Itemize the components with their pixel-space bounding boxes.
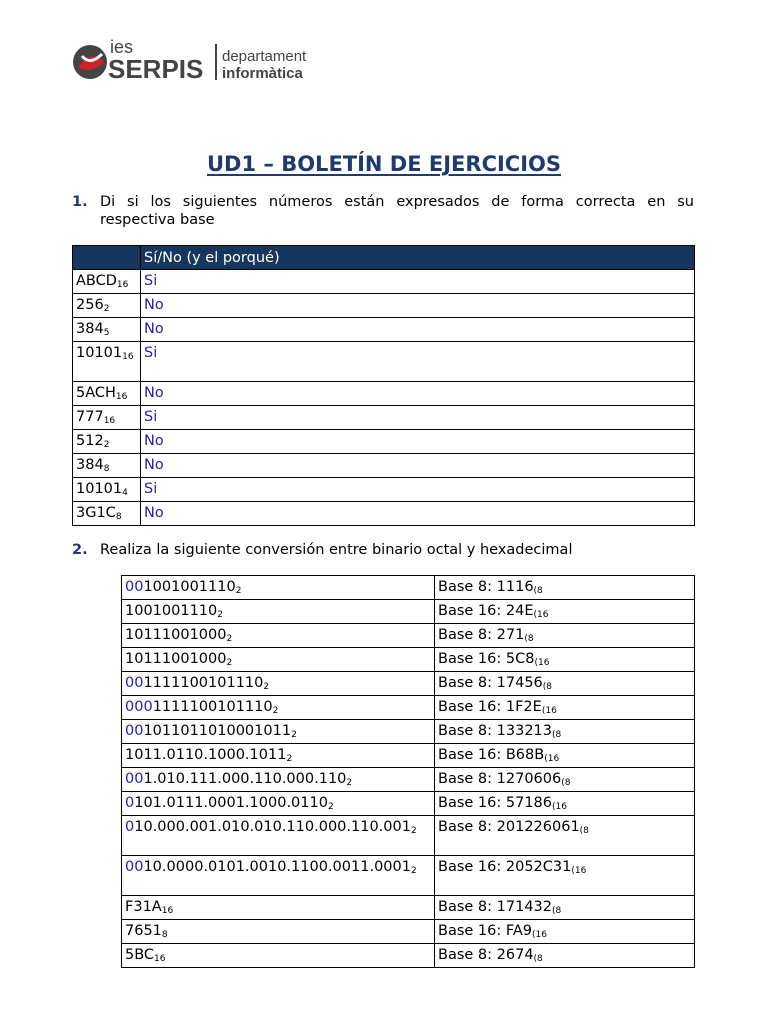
- base-subscript: 16: [116, 280, 129, 290]
- result-base-subscript: (8: [533, 586, 543, 596]
- result-base-subscript: (8: [552, 906, 562, 916]
- base-subscript: 8: [103, 464, 110, 474]
- number-value: 10101: [76, 345, 123, 361]
- padding-zeros: 00: [125, 675, 144, 691]
- source-number-value: 1011.0110.1000.1011: [125, 747, 287, 763]
- base-subscript: 16: [115, 392, 128, 402]
- result-base-subscript: (8: [579, 826, 589, 836]
- padding-zeros: 000: [125, 699, 153, 715]
- result-cell: [435, 744, 695, 768]
- result-value: Base 16: 24E: [438, 603, 534, 619]
- result-base-subscript: (16: [544, 754, 560, 764]
- result-value: Base 8: 133213: [438, 723, 552, 739]
- source-number-value: 1001001110: [125, 603, 218, 619]
- result-base-subscript: (16: [571, 866, 587, 876]
- source-number-cell: [122, 816, 435, 856]
- result-base-subscript: (16: [534, 658, 550, 668]
- result-cell: [435, 792, 695, 816]
- result-value: Base 16: 57186: [438, 795, 552, 811]
- result-cell: [435, 816, 695, 856]
- result-value: Base 8: 201226061: [438, 819, 580, 835]
- source-number-value: 1001001110: [143, 579, 236, 595]
- source-number-value: 10111001000: [125, 627, 227, 643]
- result-cell: [435, 856, 695, 896]
- source-number-cell: [122, 600, 435, 624]
- result-base-subscript: (16: [541, 706, 557, 716]
- base-subscript: 2: [263, 682, 270, 692]
- padding-zeros: 00: [125, 579, 144, 595]
- answer-cell: Si: [141, 478, 695, 502]
- number-value: 5ACH: [76, 385, 116, 401]
- answer-cell: Si: [141, 270, 695, 294]
- source-number-value: 1111100101110: [152, 699, 273, 715]
- base-subscript: 5: [103, 328, 110, 338]
- result-base-subscript: (8: [533, 954, 543, 964]
- base-subscript: 8: [161, 930, 168, 940]
- base-subscript: 16: [122, 352, 134, 362]
- result-cell: [435, 720, 695, 744]
- result-base-subscript: (8: [524, 634, 534, 644]
- number-cell: [73, 294, 141, 318]
- number-value: 777: [76, 409, 104, 425]
- base-subscript: 2: [217, 610, 223, 620]
- table-row: [73, 382, 695, 406]
- header-cell-answer: Sí/No (y el porqué): [141, 246, 695, 270]
- result-cell: [435, 648, 695, 672]
- table-row: [73, 430, 695, 454]
- result-cell: [435, 600, 695, 624]
- question-text: Realiza la siguiente conversión entre binario octal y hexadecimal: [100, 542, 573, 558]
- result-base-subscript: (8: [561, 778, 571, 788]
- source-number-value: 1.010.111.000.110.000.110: [143, 771, 347, 787]
- number-cell: [73, 454, 141, 478]
- padding-zeros: 00: [125, 859, 144, 875]
- source-number-cell: [122, 856, 435, 896]
- base-subscript: 2: [327, 802, 334, 812]
- source-number-value: 10.000.001.010.010.110.000.110.001: [134, 819, 411, 835]
- base-subscript: 2: [103, 440, 110, 450]
- table-row: [73, 270, 695, 294]
- result-cell: [435, 672, 695, 696]
- source-number-cell: [122, 696, 435, 720]
- table-row: [73, 454, 695, 478]
- number-cell: [73, 382, 141, 406]
- result-value: Base 8: 171432: [438, 899, 552, 915]
- source-number-value: 5BC: [125, 947, 155, 963]
- question-text: Di si los siguientes números están expresados de forma correcta en su respectiva base: [100, 194, 694, 228]
- answer-cell: No: [141, 382, 695, 406]
- result-value: Base 16: 1F2E: [438, 699, 542, 715]
- source-number-value: 10.0000.0101.0010.1100.0011.0001: [143, 859, 411, 875]
- result-base-subscript: (16: [552, 802, 567, 812]
- padding-zeros: 0: [125, 795, 135, 811]
- header-cell-empty: [73, 246, 141, 270]
- result-base-subscript: (8: [542, 682, 553, 692]
- table-row: [73, 318, 695, 342]
- result-value: Base 16: 2052C31: [438, 859, 572, 875]
- number-value: 384: [76, 321, 104, 337]
- base-subscript: 2: [103, 304, 110, 314]
- table-row: [122, 944, 695, 968]
- result-value: Base 16: B68B: [438, 747, 545, 763]
- base-subscript: 2: [410, 866, 417, 876]
- table-row: [73, 342, 695, 382]
- number-cell: [73, 318, 141, 342]
- question-number: 1.: [72, 194, 88, 210]
- table-row: [73, 294, 695, 318]
- padding-zeros: 0: [125, 819, 135, 835]
- result-cell: [435, 624, 695, 648]
- base-subscript: 2: [346, 778, 353, 788]
- result-value: Base 8: 271: [438, 627, 525, 643]
- result-cell: [435, 944, 695, 968]
- question-number: 2.: [72, 542, 88, 558]
- result-base-subscript: (16: [532, 930, 547, 940]
- table-row: [122, 896, 695, 920]
- number-value: 3G1C: [76, 505, 116, 521]
- base-subscript: 2: [226, 658, 233, 668]
- source-number-cell: [122, 920, 435, 944]
- conversion-table: [121, 575, 695, 968]
- number-value: 384: [76, 457, 104, 473]
- result-cell: [435, 896, 695, 920]
- number-cell: [73, 270, 141, 294]
- answer-cell: Si: [141, 342, 695, 382]
- result-value: Base 8: 2674: [438, 947, 534, 963]
- table-row: [122, 600, 695, 624]
- logo-ies-text: ies: [110, 37, 134, 57]
- answer-cell: No: [141, 294, 695, 318]
- result-value: Base 8: 17456: [438, 675, 543, 691]
- table-row: [73, 502, 695, 526]
- base-subscript: 2: [272, 706, 279, 716]
- result-value: Base 8: 1116: [438, 579, 534, 595]
- table-row: [122, 648, 695, 672]
- table-row: [122, 696, 695, 720]
- result-value: Base 16: 5C8: [438, 651, 535, 667]
- table-row: [122, 744, 695, 768]
- number-value: 512: [76, 433, 104, 449]
- source-number-cell: [122, 896, 435, 920]
- table-row: [122, 576, 695, 600]
- base-subscript: 2: [235, 586, 242, 596]
- table-header-row: [73, 246, 695, 270]
- base-subscript: 2: [291, 730, 297, 740]
- source-number-cell: [122, 792, 435, 816]
- padding-zeros: 00: [125, 723, 144, 739]
- logo-serpis-text: SERPIS: [108, 54, 204, 82]
- source-number-cell: [122, 744, 435, 768]
- logo-graphic: [72, 36, 317, 82]
- result-value: Base 16: FA9: [438, 923, 533, 939]
- result-base-subscript: (8: [552, 730, 562, 740]
- base-subscript: 2: [410, 826, 417, 836]
- table-row: [73, 478, 695, 502]
- answer-cell: No: [141, 318, 695, 342]
- logo-dept-text: departament: [222, 48, 307, 65]
- base-subscript: 4: [122, 488, 128, 498]
- base-subscript: 2: [286, 754, 293, 764]
- base-subscript: 16: [154, 954, 166, 964]
- validity-table: [72, 245, 695, 526]
- source-number-cell: [122, 720, 435, 744]
- number-cell: [73, 406, 141, 430]
- table-row: [122, 768, 695, 792]
- table-row: [122, 816, 695, 856]
- result-value: Base 8: 1270606: [438, 771, 562, 787]
- answer-cell: No: [141, 502, 695, 526]
- base-subscript: 2: [226, 634, 233, 644]
- number-value: 10101: [76, 481, 123, 497]
- logo-informatica-text: informàtica: [222, 65, 303, 82]
- number-value: ABCD: [76, 273, 117, 289]
- number-cell: [73, 502, 141, 526]
- result-cell: [435, 576, 695, 600]
- number-cell: [73, 430, 141, 454]
- source-number-value: 1011011010001011: [143, 723, 292, 739]
- number-cell: [73, 342, 141, 382]
- source-number-value: 10111001000: [125, 651, 227, 667]
- source-number-value: 7651: [125, 923, 162, 939]
- number-value: 256: [76, 297, 104, 313]
- padding-zeros: 00: [125, 771, 144, 787]
- number-cell: [73, 478, 141, 502]
- answer-cell: Si: [141, 406, 695, 430]
- table-row: [122, 624, 695, 648]
- table-row: [122, 792, 695, 816]
- answer-cell: No: [141, 430, 695, 454]
- table-row: [122, 856, 695, 896]
- source-number-cell: [122, 648, 435, 672]
- base-subscript: 8: [115, 512, 122, 522]
- source-number-cell: [122, 576, 435, 600]
- source-number-cell: [122, 624, 435, 648]
- source-number-cell: [122, 768, 435, 792]
- result-cell: [435, 768, 695, 792]
- result-cell: [435, 696, 695, 720]
- source-number-value: F31A: [125, 899, 162, 915]
- base-subscript: 16: [103, 416, 116, 426]
- page-title: UD1 – BOLETÍN DE EJERCICIOS: [206, 152, 562, 176]
- result-cell: [435, 920, 695, 944]
- school-logo: [72, 36, 317, 82]
- source-number-value: 101.0111.0001.1000.0110: [134, 795, 328, 811]
- table-row: [122, 672, 695, 696]
- source-number-cell: [122, 944, 435, 968]
- table-row: [122, 920, 695, 944]
- source-number-value: 1111100101110: [143, 675, 264, 691]
- table-row: [73, 406, 695, 430]
- source-number-cell: [122, 672, 435, 696]
- result-base-subscript: (16: [533, 610, 549, 620]
- table-row: [122, 720, 695, 744]
- answer-cell: No: [141, 454, 695, 478]
- base-subscript: 16: [161, 906, 174, 916]
